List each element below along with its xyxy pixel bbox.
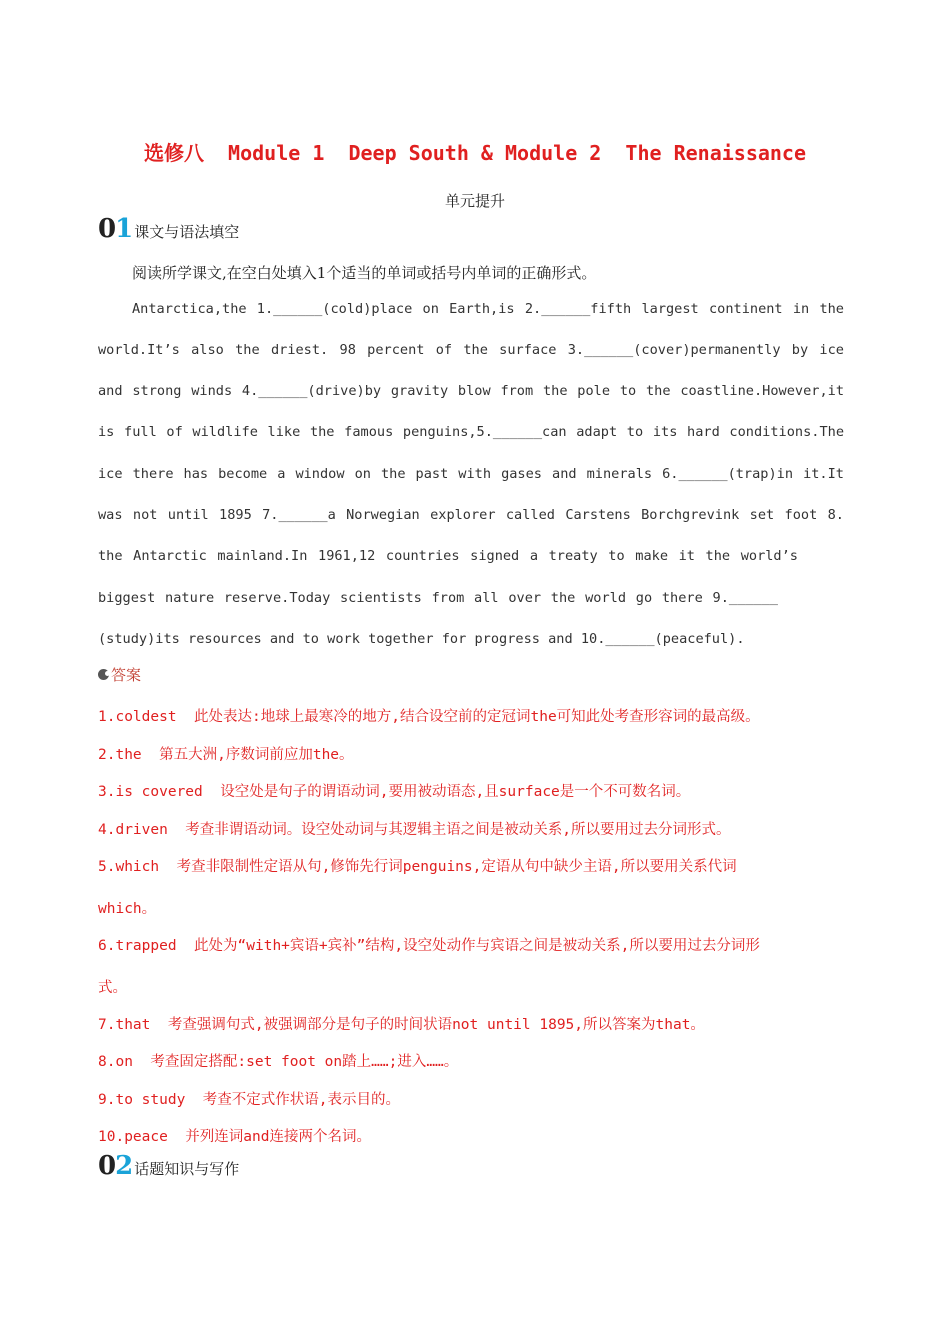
answer-line: 4.driven 考查非谓语动词。设空处动词与其逻辑主语之间是被动关系,所以要用过去分词形式。: [98, 822, 731, 838]
answer-line: 2.the 第五大洲,序数词前应加the。: [98, 747, 354, 763]
answer-line: 5.which 考查非限制性定语从句,修饰先行词penguins,定语从句中缺少主语,所以要用关系代词: [98, 859, 737, 875]
section-title: 课文与语法填空: [134, 223, 240, 241]
section-number-digit-accent: 2: [115, 1151, 134, 1181]
instruction-text: 阅读所学课文,在空白处填入1个适当的单词或括号内单词的正确形式。: [132, 264, 597, 282]
section-2-heading: [98, 1151, 239, 1181]
answer-heading: [98, 664, 141, 685]
answer-line: 10.peace 并列连词and连接两个名词。: [98, 1129, 371, 1145]
passage-line: was not until 1895 7.______a Norwegian explorer called Carstens Borchgrevink set foot 8.: [98, 507, 844, 523]
passage-line: world.It’s also the driest. 98 percent of the surface 3.______(cover)permanently by ice: [98, 342, 844, 358]
page-title: 选修八 Module 1 Deep South & Module 2 The Renaissance: [143, 141, 807, 165]
passage-line: is full of wildlife like the famous penguins,5.______can adapt to its hard conditions.The: [98, 424, 844, 440]
answer-line: 式。: [98, 980, 127, 996]
answer-line: 8.on 考查固定搭配:set foot on踏上……;进入……。: [98, 1054, 459, 1070]
passage-line: biggest nature reserve.Today scientists from all over the world go there 9.______: [98, 590, 778, 606]
page-subtitle: 单元提升: [444, 192, 505, 210]
section-1-heading: [98, 214, 239, 244]
passage-line: the Antarctic mainland.In 1961,12 countries signed a treaty to make it the world’s: [98, 548, 798, 564]
answer-line: 6.trapped 此处为“with+宾语+宾补”结构,设空处动作与宾语之间是被动关系,所以要用过去分词形: [98, 938, 760, 954]
answer-icon: [98, 669, 109, 680]
answer-line: 1.coldest 此处表达:地球上最寒冷的地方,结合设空前的定冠词the可知此处考查形容词的最高级。: [98, 709, 760, 725]
answer-label: 答案: [111, 666, 142, 684]
answer-line: which。: [98, 901, 157, 917]
passage-line: Antarctica,the 1.______(cold)place on Earth,is 2.______fifth largest continent in the: [132, 301, 844, 317]
answer-line: 9.to study 考查不定式作状语,表示目的。: [98, 1092, 400, 1108]
answer-line: 7.that 考查强调句式,被强调部分是句子的时间状语not until 1895,所以答案为that。: [98, 1017, 705, 1033]
section-number-digit-accent: 1: [115, 214, 134, 244]
section-title: 话题知识与写作: [134, 1160, 240, 1178]
passage-line: and strong winds 4.______(drive)by gravity blow from the pole to the coastline.However,it: [98, 383, 844, 399]
passage-line: (study)its resources and to work together for progress and 10.______(peaceful).: [98, 631, 745, 647]
section-number-digit: 0: [98, 214, 116, 244]
passage-line: ice there has become a window on the past with gases and minerals 6.______(trap)in it.It: [98, 466, 844, 482]
answer-line: 3.is covered 设空处是句子的谓语动词,要用被动语态,且surface是一个不可数名词。: [98, 784, 691, 800]
section-number-digit: 0: [98, 1151, 116, 1181]
